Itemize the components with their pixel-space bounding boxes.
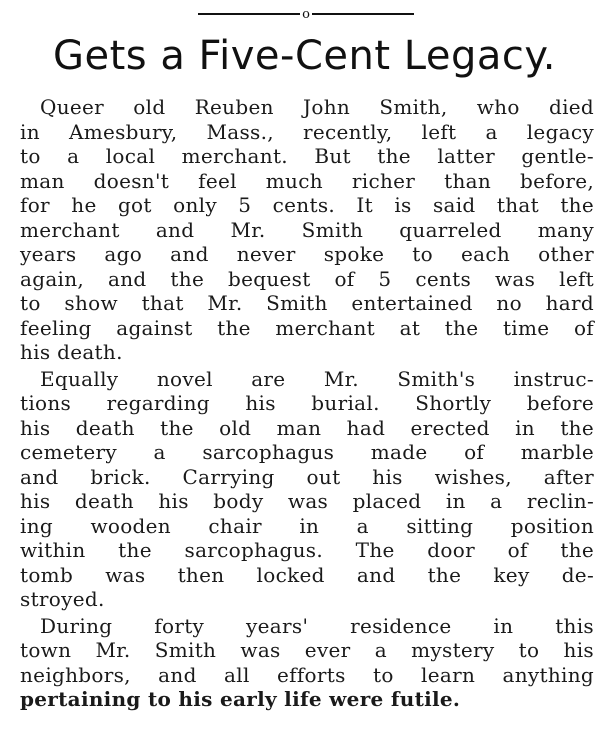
text-line: his death the old man had erected in the — [20, 415, 594, 440]
text-line: merchant and Mr. Smith quarreled many — [20, 217, 594, 242]
article-body — [20, 95, 594, 712]
paragraph-3 — [20, 614, 594, 712]
text-line: During forty years' residence in this — [40, 613, 594, 638]
text-line: feeling against the merchant at the time of — [20, 315, 594, 340]
text-line: Equally novel are Mr. Smith's instruc- — [40, 366, 594, 391]
text-line: his death. — [20, 340, 123, 364]
rule-line-right — [312, 13, 414, 15]
text-line: to a local merchant. But the latter gentle- — [20, 144, 594, 168]
header-rule-ornament — [198, 4, 414, 24]
paragraph-2 — [20, 367, 594, 612]
text-line: in Amesbury, Mass., recently, left a legacy — [20, 119, 594, 144]
text-line: for he got only 5 cents. It is said that the — [20, 193, 594, 217]
text-line: stroyed. — [20, 587, 105, 611]
text-line: town Mr. Smith was ever a mystery to his — [20, 638, 594, 662]
text-line: neighbors, and all efforts to learn anything — [20, 662, 594, 687]
text-line: ing wooden chair in a sitting position — [20, 513, 594, 538]
text-line: again, and the bequest of 5 cents was left — [20, 266, 594, 291]
text-line: to show that Mr. Smith entertained no hard — [20, 291, 594, 315]
article-headline: Gets a Five-Cent Legacy. — [52, 33, 557, 79]
text-line: Queer old Reuben John Smith, who died — [40, 95, 594, 119]
text-line: tions regarding his burial. Shortly before — [20, 391, 594, 415]
text-line: his death his body was placed in a reclin- — [20, 489, 594, 513]
rule-ornament-glyph: o — [302, 6, 310, 22]
text-line: years ago and never spoke to each other — [20, 242, 594, 266]
text-line: tomb was then locked and the key de- — [20, 562, 594, 587]
text-line: cemetery a sarcophagus made of marble — [20, 440, 594, 464]
rule-line-left — [198, 13, 300, 15]
text-line: man doesn't feel much richer than before, — [20, 168, 594, 193]
paragraph-1 — [20, 95, 594, 365]
text-line: within the sarcophagus. The door of the — [20, 538, 594, 562]
text-line: and brick. Carrying out his wishes, after — [20, 464, 594, 489]
text-line: pertaining to his early life were futile. — [20, 687, 461, 711]
